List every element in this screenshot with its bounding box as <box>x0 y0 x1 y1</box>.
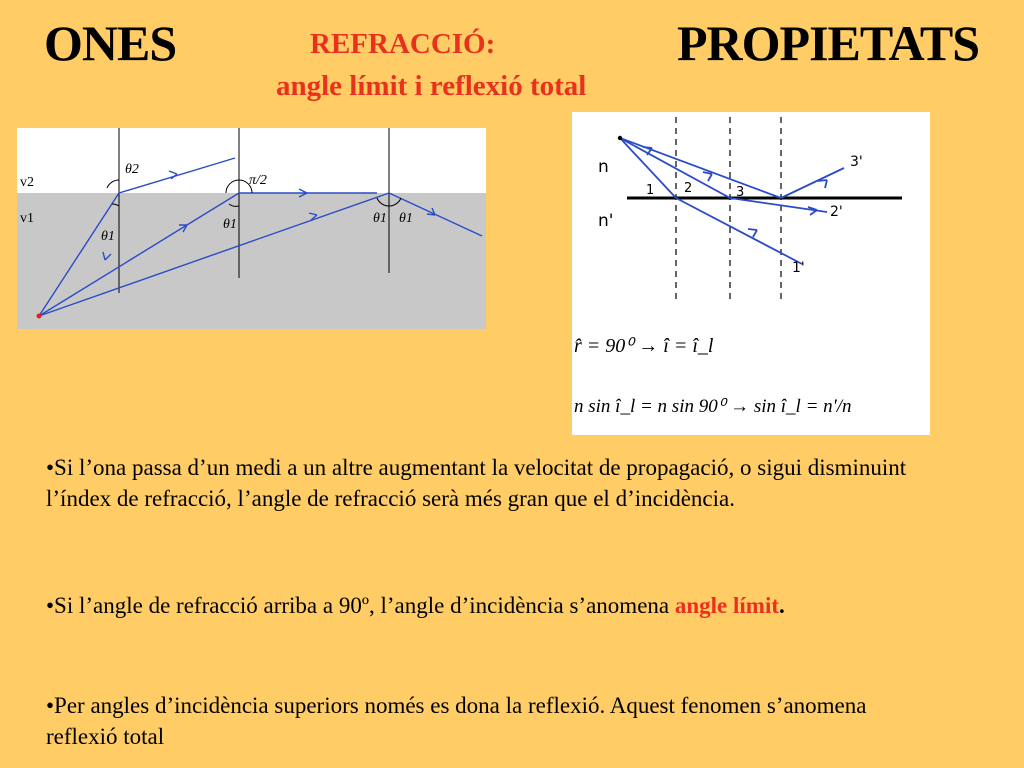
label-theta1: θ1 <box>101 229 115 244</box>
critical-angle-diagram <box>572 112 930 435</box>
arrow-icon <box>808 207 817 215</box>
label-2: 2 <box>684 181 693 196</box>
label-n: n <box>598 157 609 177</box>
label-v1: v1 <box>20 211 34 226</box>
subtitle-refraccio: REFRACCIÓ: <box>310 28 496 60</box>
arrow-icon <box>818 180 827 188</box>
label-theta2: θ2 <box>125 162 139 177</box>
label-3-prime: 3' <box>850 154 863 170</box>
source-point <box>618 136 622 140</box>
formula-snell-critical: n sin î_l = n sin 90⁰ → sin î_l = n'/n <box>574 396 852 417</box>
refracted-ray-1 <box>676 198 802 264</box>
paragraph-total-reflection: •Per angles d’incidència superiors només es dona la reflexió. Aquest fenomen s’anomena reflexió total <box>46 693 867 749</box>
title-ones: ONES <box>44 15 177 71</box>
medium-1 <box>17 193 486 329</box>
label-1: 1 <box>646 183 655 198</box>
source-point <box>37 314 42 319</box>
label-2-prime: 2' <box>830 204 843 220</box>
highlight-angle-limit: angle límit <box>674 593 780 618</box>
paragraph-refraction: •Si l’ona passa d’un medi a un altre augmentant la velocitat de propagació, o sigui disminuint l’índex de refracció, l’angle de refracció serà més gran que el d’incidència. <box>46 455 907 511</box>
label-theta1: θ1 <box>223 217 237 232</box>
subtitle-angle-limit: angle límit i reflexió total <box>276 70 587 102</box>
label-n-prime: n' <box>598 211 614 231</box>
label-theta1: θ1 <box>399 211 413 226</box>
title-propietats: PROPIETATS <box>677 15 980 71</box>
reflected-ray-3 <box>781 168 844 198</box>
label-1-prime: 1' <box>792 260 805 276</box>
paragraph-period: . <box>779 593 785 618</box>
label-3: 3 <box>736 185 745 200</box>
paragraph-text: •Si l’angle de refracció arriba a 90º, l’angle d’incidència s’anomena <box>46 593 675 618</box>
formula-critical-condition: r̂ = 90⁰ → î = î_l <box>574 335 714 357</box>
label-theta1: θ1 <box>373 211 387 226</box>
paragraph-critical-angle <box>46 590 926 621</box>
incident-ray-2 <box>620 138 730 198</box>
arrow-icon <box>703 172 712 181</box>
refraction-diagram <box>17 128 486 329</box>
refracted-ray-2 <box>730 198 827 212</box>
label-v2: v2 <box>20 175 34 190</box>
label-pi-half: π/2 <box>249 173 267 188</box>
